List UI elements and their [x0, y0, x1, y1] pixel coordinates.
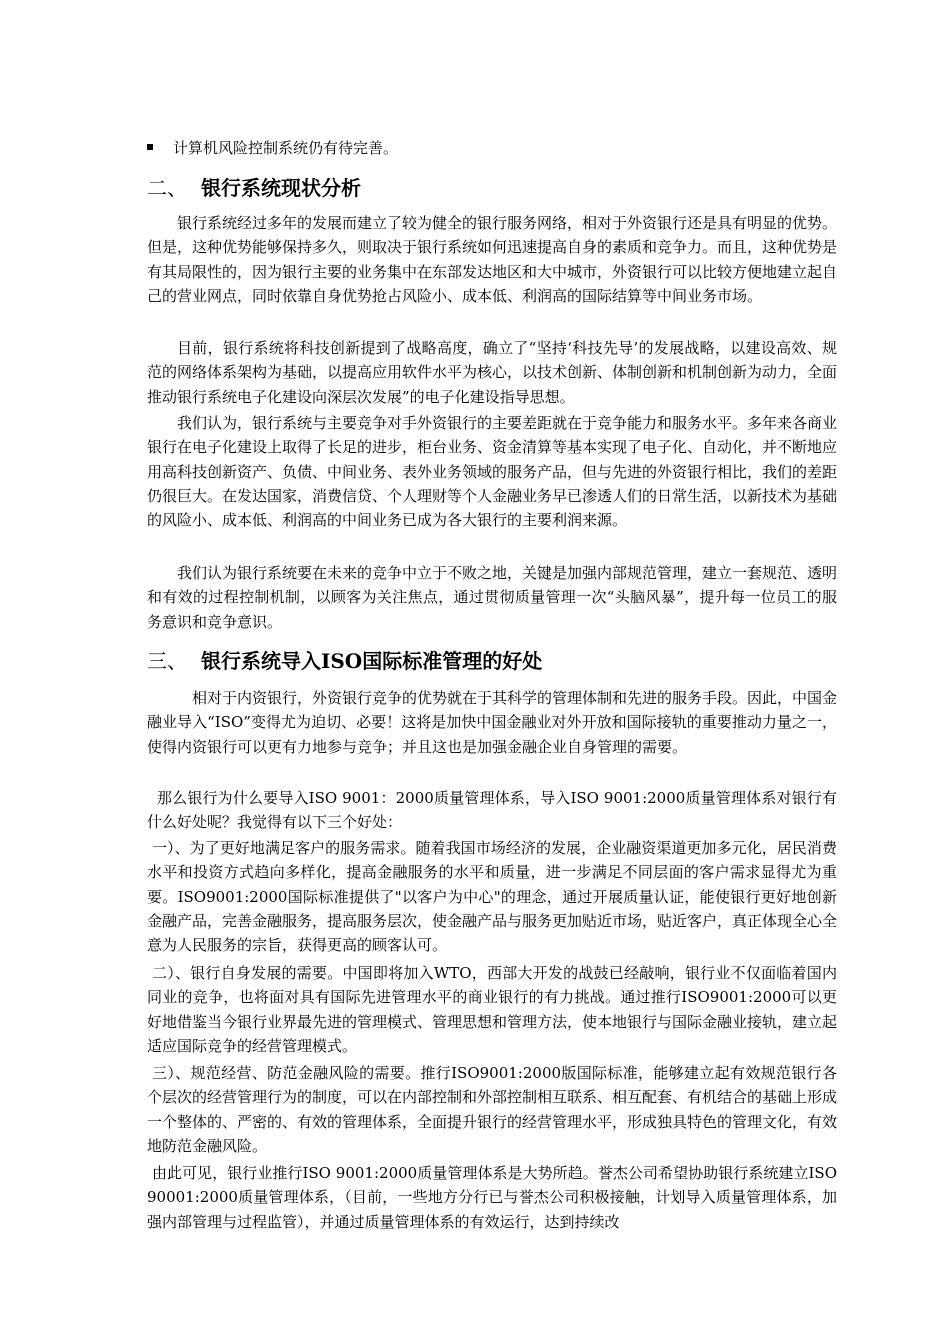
paragraph-7: 一）、为了更好地满足客户的服务需求。随着我国市场经济的发展，企业融资渠道更加多元化，居民消费水平和投资方式趋向多样化，提高金融服务的水平和质量，进一步满足不同层面的客户需求显得尤为重要。ISO9001:2000国际标准提供了"以客户为中心"的理念，通过开展质量认证，能使银行更好地创新金融产品，完善金融服务，提高服务层次，使金融产品与服务更加贴近市场，贴近客户，真正体现全心全意为人民服务的宗旨，获得更高的顾客认可。	[147, 839, 838, 955]
paragraph-4: 我们认为银行系统要在未来的竞争中立于不败之地，关键是加强内部规范管理，建立一套规范、透明和有效的过程控制机制，以顾客为关注焦点，通过贯彻质量管理一次“头脑风暴”，提升每一位员工的服务意识和竞争意识。	[147, 564, 838, 631]
square-bullet-icon	[147, 144, 153, 150]
section-title: 银行系统现状分析	[201, 176, 361, 200]
bullet-text: 计算机风险控制系统仍有待完善。	[173, 139, 399, 157]
paragraph-3: 我们认为，银行系统与主要竞争对手外资银行的主要差距就在于竞争能力和服务水平。多年来各商业银行在电子化建设上取得了长足的进步，柜台业务、资金清算等基本实现了电子化、自动化，并不断地应用高科技创新资产、负债、中间业务、表外业务领域的服务产品，但与先进的外资银行相比，我们的差距仍很巨大。在发达国家，消费信贷、个人理财等个人金融业务早已渗透人们的日常生活，以新技术为基础的风险小、成本低、利润高的中间业务已成为各大银行的主要利润来源。	[147, 414, 838, 530]
bullet-item	[147, 137, 398, 159]
paragraph-8: 二）、银行自身发展的需要。中国即将加入WTO，西部大开发的战鼓已经敲响，银行业不仅面临着国内同业的竞争，也将面对具有国际先进管理水平的商业银行的有力挑战。通过推行ISO9001:2000可以更好地借鉴当今银行业界最先进的管理模式、管理思想和管理方法，使本地银行与国际金融业接轨，建立起适应国际竞争的经营管理模式。	[147, 964, 838, 1055]
paragraph-9: 三）、规范经营、防范金融风险的需要。推行ISO9001:2000版国际标准，能够建立起有效规范银行各个层次的经营管理行为的制度，可以在内部控制和外部控制相互联系、相互配套、有机结合的基础上形成一个整体的、严密的、有效的管理体系，全面提升银行的经营管理水平，形成独具特色的管理文化，有效地防范金融风险。	[147, 1064, 838, 1155]
paragraph-2: 目前，银行系统将科技创新提到了战略高度，确立了“坚持‘科技先导’的发展战略，以建设高效、规范的网络体系架构为基础，以提高应用软件水平为核心，以技术创新、体制创新和机制创新为动力，全面推动银行系统电子化建设向深层次发展”的电子化建设指导思想。	[147, 339, 838, 406]
paragraph-5: 相对于内资银行，外资银行竞争的优势就在于其科学的管理体制和先进的服务手段。因此，中国金融业导入“ISO”变得尤为迫切、必要！这将是加快中国金融业对外开放和国际接轨的重要推动力量之一，使得内资银行可以更有力地参与竞争；并且这也是加强金融企业自身管理的需要。	[147, 689, 838, 756]
section-number: 三、	[147, 649, 187, 673]
section-heading-2	[147, 175, 361, 201]
paragraph-6: 那么银行为什么要导入ISO 9001：2000质量管理体系，导入ISO 9001:2000质量管理体系对银行有什么好处呢？我觉得有以下三个好处：	[147, 789, 837, 832]
section-title: 银行系统导入ISO国际标准管理的好处	[201, 649, 543, 673]
paragraph-10: 由此可见，银行业推行ISO 9001:2000质量管理体系是大势所趋。誉杰公司希望协助银行系统建立ISO 90001:2000质量管理体系，（目前，一些地方分行已与誉杰公司积极接触，计划导入质量管理体系，加强内部管理与过程监管），并通过质量管理体系的有效运行，达到持续改	[147, 1164, 837, 1231]
paragraph-1: 银行系统经过多年的发展而建立了较为健全的银行服务网络，相对于外资银行还是具有明显的优势。但是，这种优势能够保持多久，则取决于银行系统如何迅速提高自身的素质和竞争力。而且，这种优势是有其局限性的，因为银行主要的业务集中在东部发达地区和大中城市，外资银行可以比较方便地建立起自己的营业网点，同时依靠自身优势抢占风险小、成本低、利润高的国际结算等中间业务市场。	[147, 214, 838, 305]
section-number: 二、	[147, 176, 187, 200]
section-heading-3	[147, 648, 542, 674]
